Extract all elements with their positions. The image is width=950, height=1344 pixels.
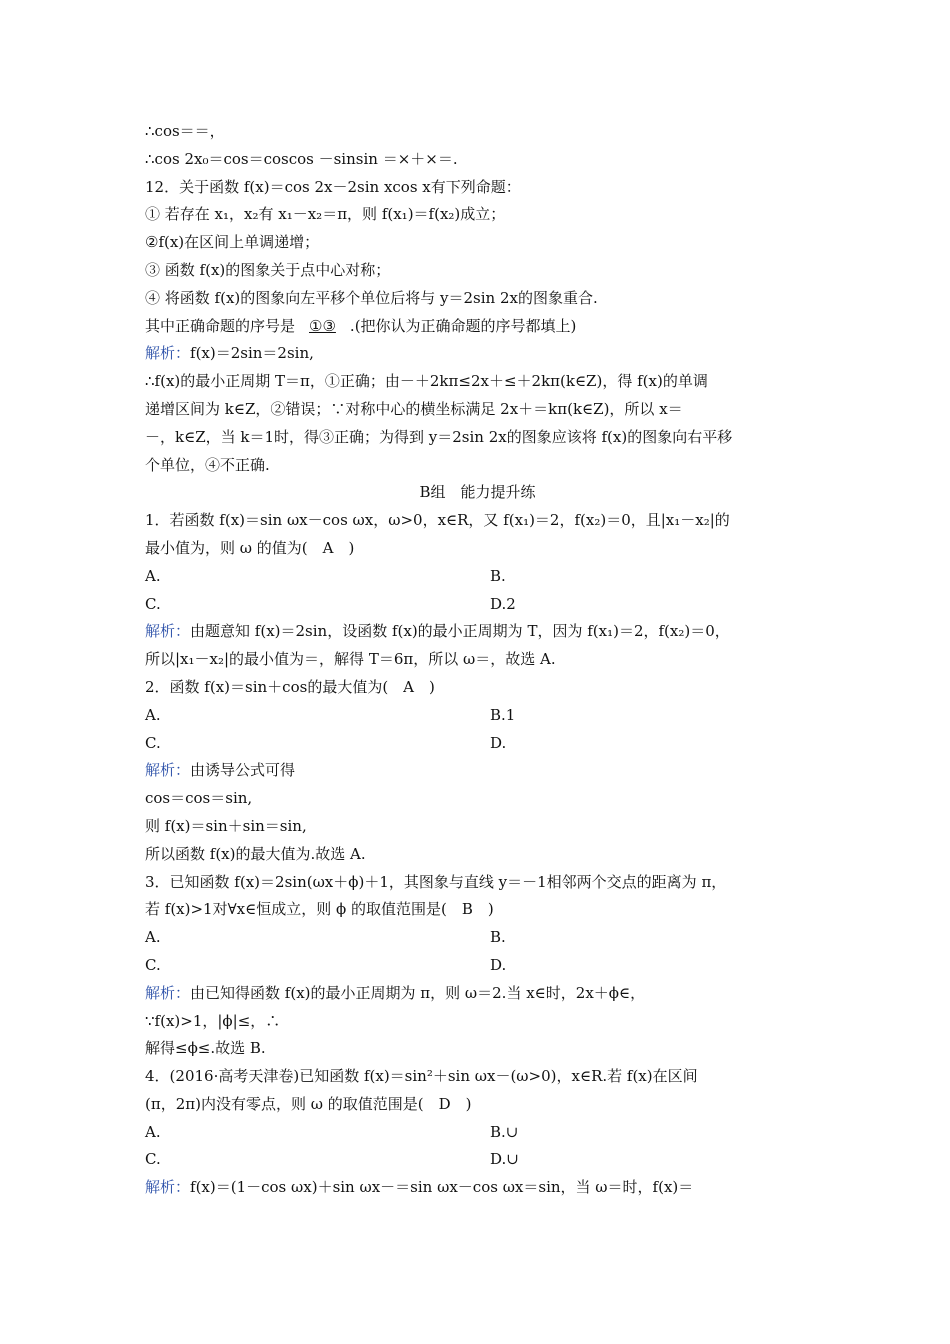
option-c: C. bbox=[145, 733, 161, 752]
question-12-item: ① 若存在 x₁，x₂有 x₁－x₂＝π，则 f(x₁)＝f(x₂)成立； bbox=[145, 205, 506, 224]
question-stem: 2．函数 f(x)＝sin＋cos的最大值为( A ) bbox=[145, 677, 435, 696]
option-c: C. bbox=[145, 955, 161, 974]
question-stem: (π，2π)内没有零点，则 ω 的取值范围是( D ) bbox=[145, 1094, 472, 1113]
analysis-label: 解析： bbox=[145, 1178, 191, 1197]
analysis-line bbox=[145, 980, 810, 1008]
option-d: D.∪ bbox=[490, 1150, 519, 1169]
text-line: ∴cos 2x₀＝cos＝coscos －sinsin ＝×＋×＝. bbox=[145, 149, 458, 168]
option-a: A. bbox=[145, 566, 161, 585]
option-b: B.∪ bbox=[490, 1122, 519, 1141]
question-12-answer-line bbox=[145, 313, 810, 341]
option-a: A. bbox=[145, 705, 161, 724]
option-b: B. bbox=[490, 928, 506, 947]
analysis-line bbox=[145, 757, 810, 785]
section-title: B组 能力提升练 bbox=[419, 483, 536, 502]
analysis-line: ∴f(x)的最小正周期 T＝π，①正确；由－＋2kπ≤2x＋≤＋2kπ(k∈Z)，得 f(x)的单调 bbox=[145, 372, 708, 391]
option-d: D. bbox=[490, 955, 507, 974]
options-row bbox=[145, 730, 810, 758]
analysis-line: 所以函数 f(x)的最大值为.故选 A. bbox=[145, 844, 366, 863]
question-stem: 若 f(x)>1对∀x∈恒成立，则 ϕ 的取值范围是( B ) bbox=[145, 900, 494, 919]
options-row bbox=[145, 563, 810, 591]
text-line: ∴cos＝＝， bbox=[145, 122, 225, 140]
analysis-label: 解析： bbox=[145, 761, 191, 780]
analysis-line: 个单位，④不正确. bbox=[145, 455, 270, 474]
analysis-line: 则 f(x)＝sin＋sin＝sin, bbox=[145, 816, 307, 835]
options-row bbox=[145, 1119, 810, 1147]
options-row bbox=[145, 1146, 810, 1174]
analysis-text: 由已知得函数 f(x)的最小正周期为 π，则 ω＝2.当 x∈时，2x＋ϕ∈， bbox=[190, 983, 646, 1002]
option-a: A. bbox=[145, 928, 161, 947]
analysis-label: 解析： bbox=[145, 622, 191, 641]
analysis-line: cos＝cos＝sin, bbox=[145, 789, 253, 808]
analysis-line bbox=[145, 340, 810, 368]
question-12-item: ③ 函数 f(x)的图象关于点中心对称； bbox=[145, 260, 391, 279]
option-c: C. bbox=[145, 594, 161, 613]
analysis-line: 递增区间为 k∈Z，②错误；∵对称中心的横坐标满足 2x＋＝kπ(k∈Z)，所以 x＝ bbox=[145, 399, 683, 418]
question-stem: 1．若函数 f(x)＝sin ωx－cos ωx，ω>0，x∈R，又 f(x₁)＝2，f(x₂)＝0，且|x₁－x₂|的 bbox=[145, 511, 730, 530]
option-d: D. bbox=[490, 733, 507, 752]
question-12-item: ②f(x)在区间上单调递增； bbox=[145, 233, 320, 252]
analysis-text: f(x)＝(1－cos ωx)＋sin ωx－＝sin ωx－cos ωx＝sin，当 ω＝时，f(x)＝ bbox=[190, 1178, 694, 1197]
option-b: B.1 bbox=[490, 705, 516, 724]
question-12-item: ④ 将函数 f(x)的图象向左平移个单位后将与 y＝2sin 2x的图象重合. bbox=[145, 288, 598, 307]
question-stem: 最小值为，则 ω 的值为( A ) bbox=[145, 538, 355, 557]
option-c: C. bbox=[145, 1150, 161, 1169]
answer-blank: ①③ bbox=[309, 316, 336, 335]
option-a: A. bbox=[145, 1122, 161, 1141]
analysis-line: 所以|x₁－x₂|的最小值为＝，解得 T＝6π，所以 ω＝，故选 A. bbox=[145, 650, 556, 669]
options-row bbox=[145, 591, 810, 619]
option-b: B. bbox=[490, 566, 506, 585]
analysis-line: ∵f(x)>1，|ϕ|≤，∴ bbox=[145, 1011, 281, 1030]
analysis-line bbox=[145, 618, 810, 646]
analysis-line bbox=[145, 1174, 810, 1202]
answer-suffix: .(把你认为正确命题的序号都填上) bbox=[349, 316, 577, 335]
analysis-label: 解析： bbox=[145, 344, 191, 363]
analysis-text: 由诱导公式可得 bbox=[190, 761, 296, 780]
question-stem: 4．(2016·高考天津卷)已知函数 f(x)＝sin²＋sin ωx－(ω>0)，x∈R.若 f(x)在区间 bbox=[145, 1067, 698, 1086]
options-row bbox=[145, 952, 810, 980]
document-page bbox=[145, 118, 810, 1202]
question-12-stem: 12．关于函数 f(x)＝cos 2x－2sin xcos x有下列命题： bbox=[145, 177, 521, 196]
analysis-text: f(x)＝2sin＝2sin, bbox=[190, 344, 314, 363]
options-row bbox=[145, 702, 810, 730]
analysis-line: －，k∈Z，当 k＝1时，得③正确；为得到 y＝2sin 2x的图象应该将 f(x)的图象向右平移 bbox=[145, 427, 733, 446]
answer-prefix: 其中正确命题的序号是 bbox=[145, 316, 296, 335]
options-row bbox=[145, 924, 810, 952]
analysis-text: 由题意知 f(x)＝2sin，设函数 f(x)的最小正周期为 T，因为 f(x₁)＝2，f(x₂)＝0， bbox=[190, 622, 730, 641]
analysis-line: 解得≤ϕ≤.故选 B. bbox=[145, 1039, 266, 1058]
option-d: D.2 bbox=[490, 594, 516, 613]
question-stem: 3．已知函数 f(x)＝2sin(ωx＋ϕ)＋1，其图象与直线 y＝－1相邻两个交点的距离为 π， bbox=[145, 872, 727, 891]
analysis-label: 解析： bbox=[145, 983, 191, 1002]
